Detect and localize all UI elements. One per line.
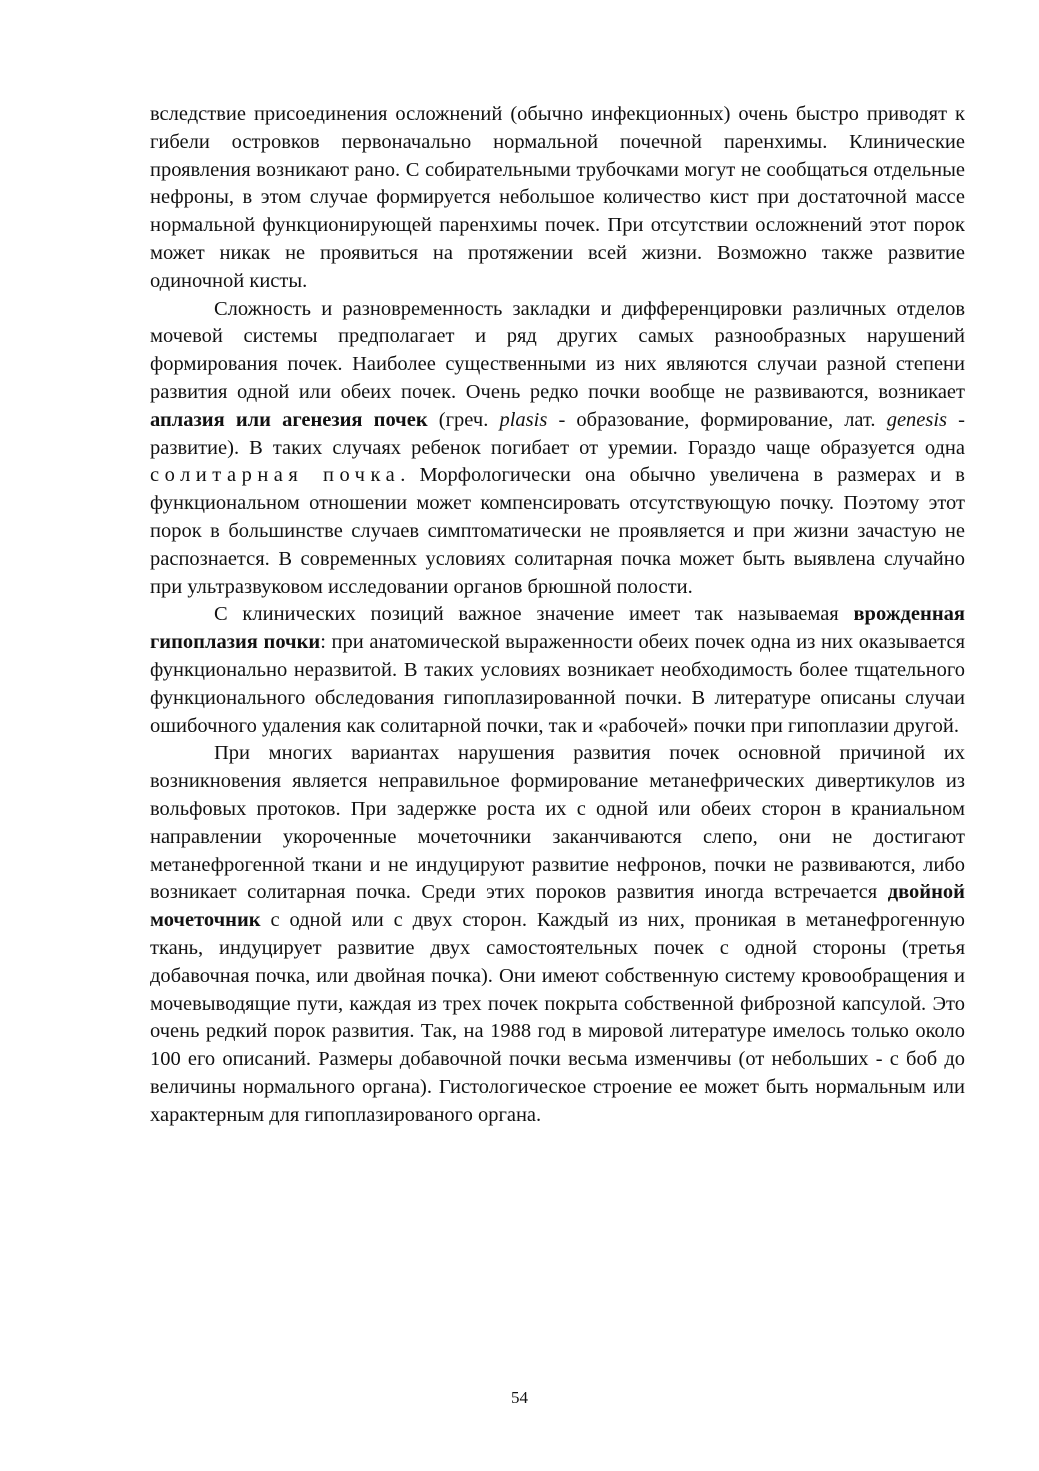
paragraph-2-text: - развитие). В таких случаях ребенок погибает от уремии. Гораздо чаще образуется одна: [150, 408, 966, 459]
paragraph-2-text: Сложность и разновременность закладки и дифференцировки различных отделов мочевой системы предполагает и ряд других самых разнообразных нарушений формирования почек. Наиболее существенными из них являются случаи разной степени развития одной или обеих почек. Очень редко почки вообще не развиваются, возникает: [150, 297, 965, 403]
term-aplasia-agenesis: аплазия или агенезия почек: [150, 408, 428, 431]
term-congenital-hypoplasia: врожденная гипоплазия почки: [150, 603, 965, 654]
page-body: [150, 101, 965, 1129]
paragraph-4: [150, 740, 965, 1129]
paragraph-4-text: с одной или с двух сторон. Каждый из них, проникая в метанефрогенную ткань, индуцирует развитие двух самостоятельных почек с одной стороны (третья добавочная почка, или двойная почка). Они имеют собственную систему кровообращения и мочевыводящие пути, каждая из трех почек покрыта собственной фиброзной капсулой. Это очень редкий порок развития. Так, на 1988 год в мировой литературе имелось только около 100 его описаний. Размеры добавочной почки весьма изменчивы (от небольших - с боб до величины нормального органа). Гистологическое строение ее может быть нормальным или характерным для гипоплазированого органа.: [150, 909, 965, 1126]
paragraph-3-text: : при анатомической выраженности обеих почек одна из них оказывается функционально неразвитой. В таких условиях возникает необходимость более тщательного функционального обследования гипоплазированной почки. В литературе описаны случаи ошибочного удаления как солитарной почки, так и «рабочей» почки при гипоплазии другой.: [150, 631, 965, 737]
paragraph-1: [150, 101, 965, 296]
paragraph-2-text: (греч.: [427, 408, 500, 431]
paragraph-2: [150, 296, 965, 602]
term-genesis: genesis: [886, 408, 948, 431]
paragraph-3: [150, 601, 965, 740]
paragraph-2-text: - образование, формирование, лат.: [547, 408, 887, 431]
term-double-ureter: двойной мочеточник: [150, 881, 965, 932]
paragraph-4-text: При многих вариантах нарушения развития почек основной причиной их возникновения является неправильное формирование метанефрических дивертикулов из вольфовых протоков. При задержке роста их с одной или обеих сторон в краниальном направлении укороченные мочеточники заканчиваются слепо, они не достигают метанефрогенной ткани и не индуцируют развитие нефронов, почки не развиваются, либо возникает солитарная почка. Среди этих пороков развития иногда встречается: [150, 742, 965, 904]
term-plasis: plasis: [499, 408, 548, 431]
page-number: 54: [511, 1388, 528, 1407]
paragraph-3-text: С клинических позиций важное значение имеет так называемая: [214, 603, 854, 626]
paragraph-1-text: вследствие присоединения осложнений (обычно инфекционных) очень быстро приводят к гибели островков первоначально нормальной почечной паренхимы. Клинические проявления возникают рано. С собирательными трубочками могут не сообщаться отдельные нефроны, в этом случае формируется небольшое количество кист при достаточной массе нормальной функционирующей паренхимы почек. При отсутствии осложнений этот порок может никак не проявиться на протяжении всей жизни. Возможно также развитие одиночной кисты.: [150, 103, 965, 292]
term-solitary-kidney: солитарная почка: [150, 464, 401, 487]
paragraph-2-text: . Морфологически она обычно увеличена в размерах и в функциональном отношении может компенсировать отсутствующую почку. Поэтому этот порок в большинстве случаев симптоматически не проявляется и при жизни зачастую не распознается. В современных условиях солитарная почка может быть выявлена случайно при ультразвуковом исследовании органов брюшной полости.: [150, 464, 965, 598]
